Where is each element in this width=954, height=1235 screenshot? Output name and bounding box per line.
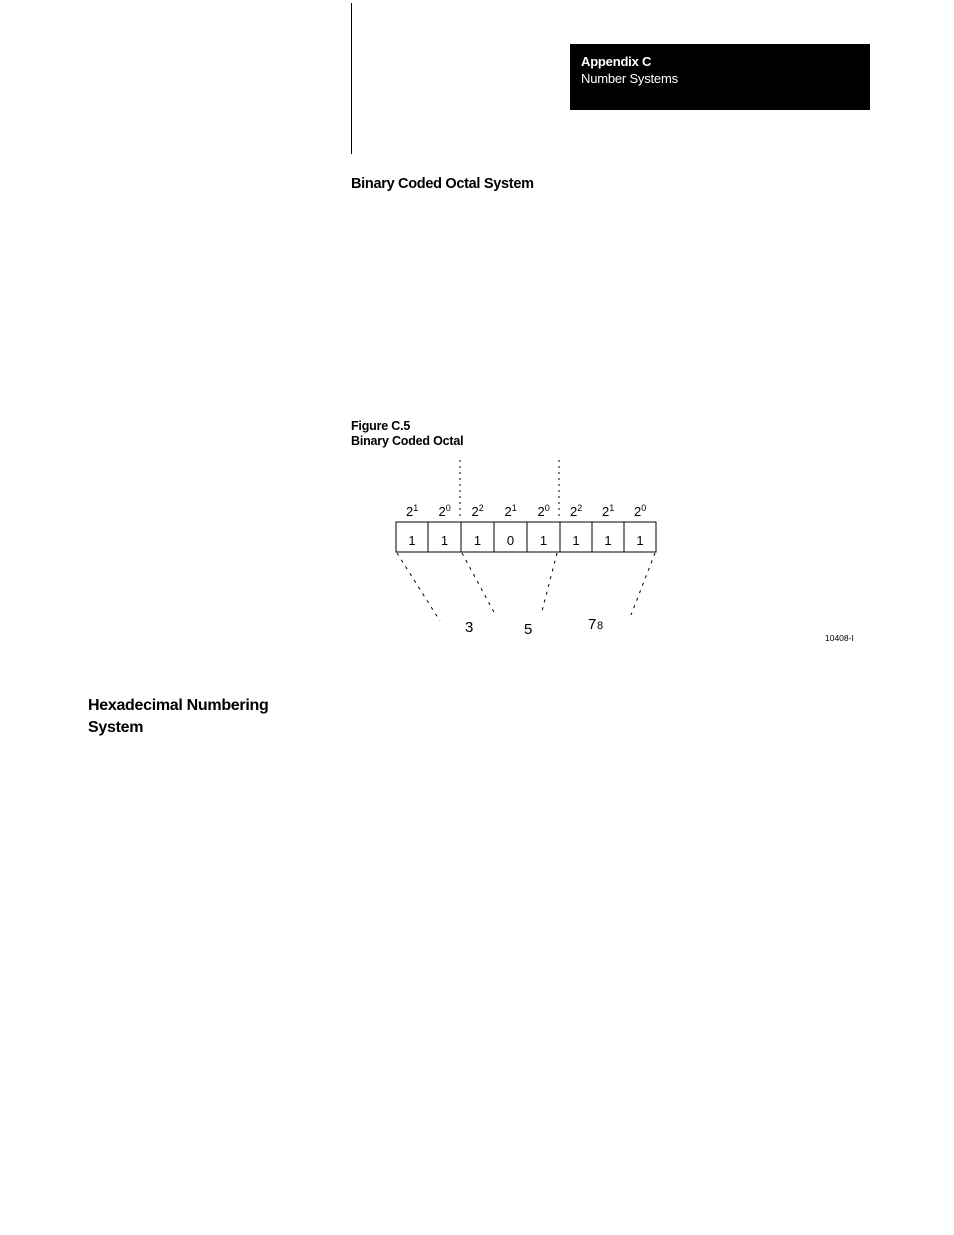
appendix-label: Appendix C (581, 54, 652, 69)
bit-weight-label: $2^2$ (570, 503, 583, 519)
bit-value: 1 (539, 533, 548, 548)
bit-weight-label: $2^0$ (438, 503, 451, 519)
octal-digit: 7 (588, 616, 597, 633)
bit-value: 1 (636, 533, 644, 548)
bit-value: 1 (572, 533, 580, 548)
figure-title: Binary Coded Octal (351, 434, 464, 448)
bit-value: 1 (604, 533, 612, 548)
chapter-label: Number Systems (581, 71, 678, 86)
group-bracket-line (631, 553, 655, 615)
bit-weight-label: $2^0$ (634, 503, 647, 519)
octal-digit: 3 (465, 619, 474, 636)
octal-digit: 5 (524, 621, 533, 638)
register-outline (396, 522, 656, 552)
bit-value: 1 (408, 533, 416, 548)
figure-number: Figure C.5 (351, 419, 411, 433)
side-heading: Hexadecimal Numbering System (88, 697, 269, 736)
bit-value: 1 (473, 533, 482, 548)
group-bracket-line (397, 553, 440, 621)
bit-weight-label: $2^2$ (471, 503, 484, 519)
bit-value: 0 (506, 533, 515, 548)
bit-register (396, 522, 656, 552)
bit-value: 1 (440, 533, 449, 548)
bit-weight-label: $2^1$ (602, 503, 615, 519)
octal-subscript: 8 (597, 620, 604, 632)
bit-weight-label: $2^1$ (504, 503, 517, 519)
section-heading: Binary Coded Octal System (351, 176, 534, 192)
figure-code: 10408-I (825, 633, 854, 643)
bit-weight-label: $2^0$ (537, 503, 550, 519)
group-bracket-line (541, 553, 557, 615)
group-bracket-line (462, 553, 495, 614)
bit-weight-label: $2^1$ (406, 503, 419, 519)
